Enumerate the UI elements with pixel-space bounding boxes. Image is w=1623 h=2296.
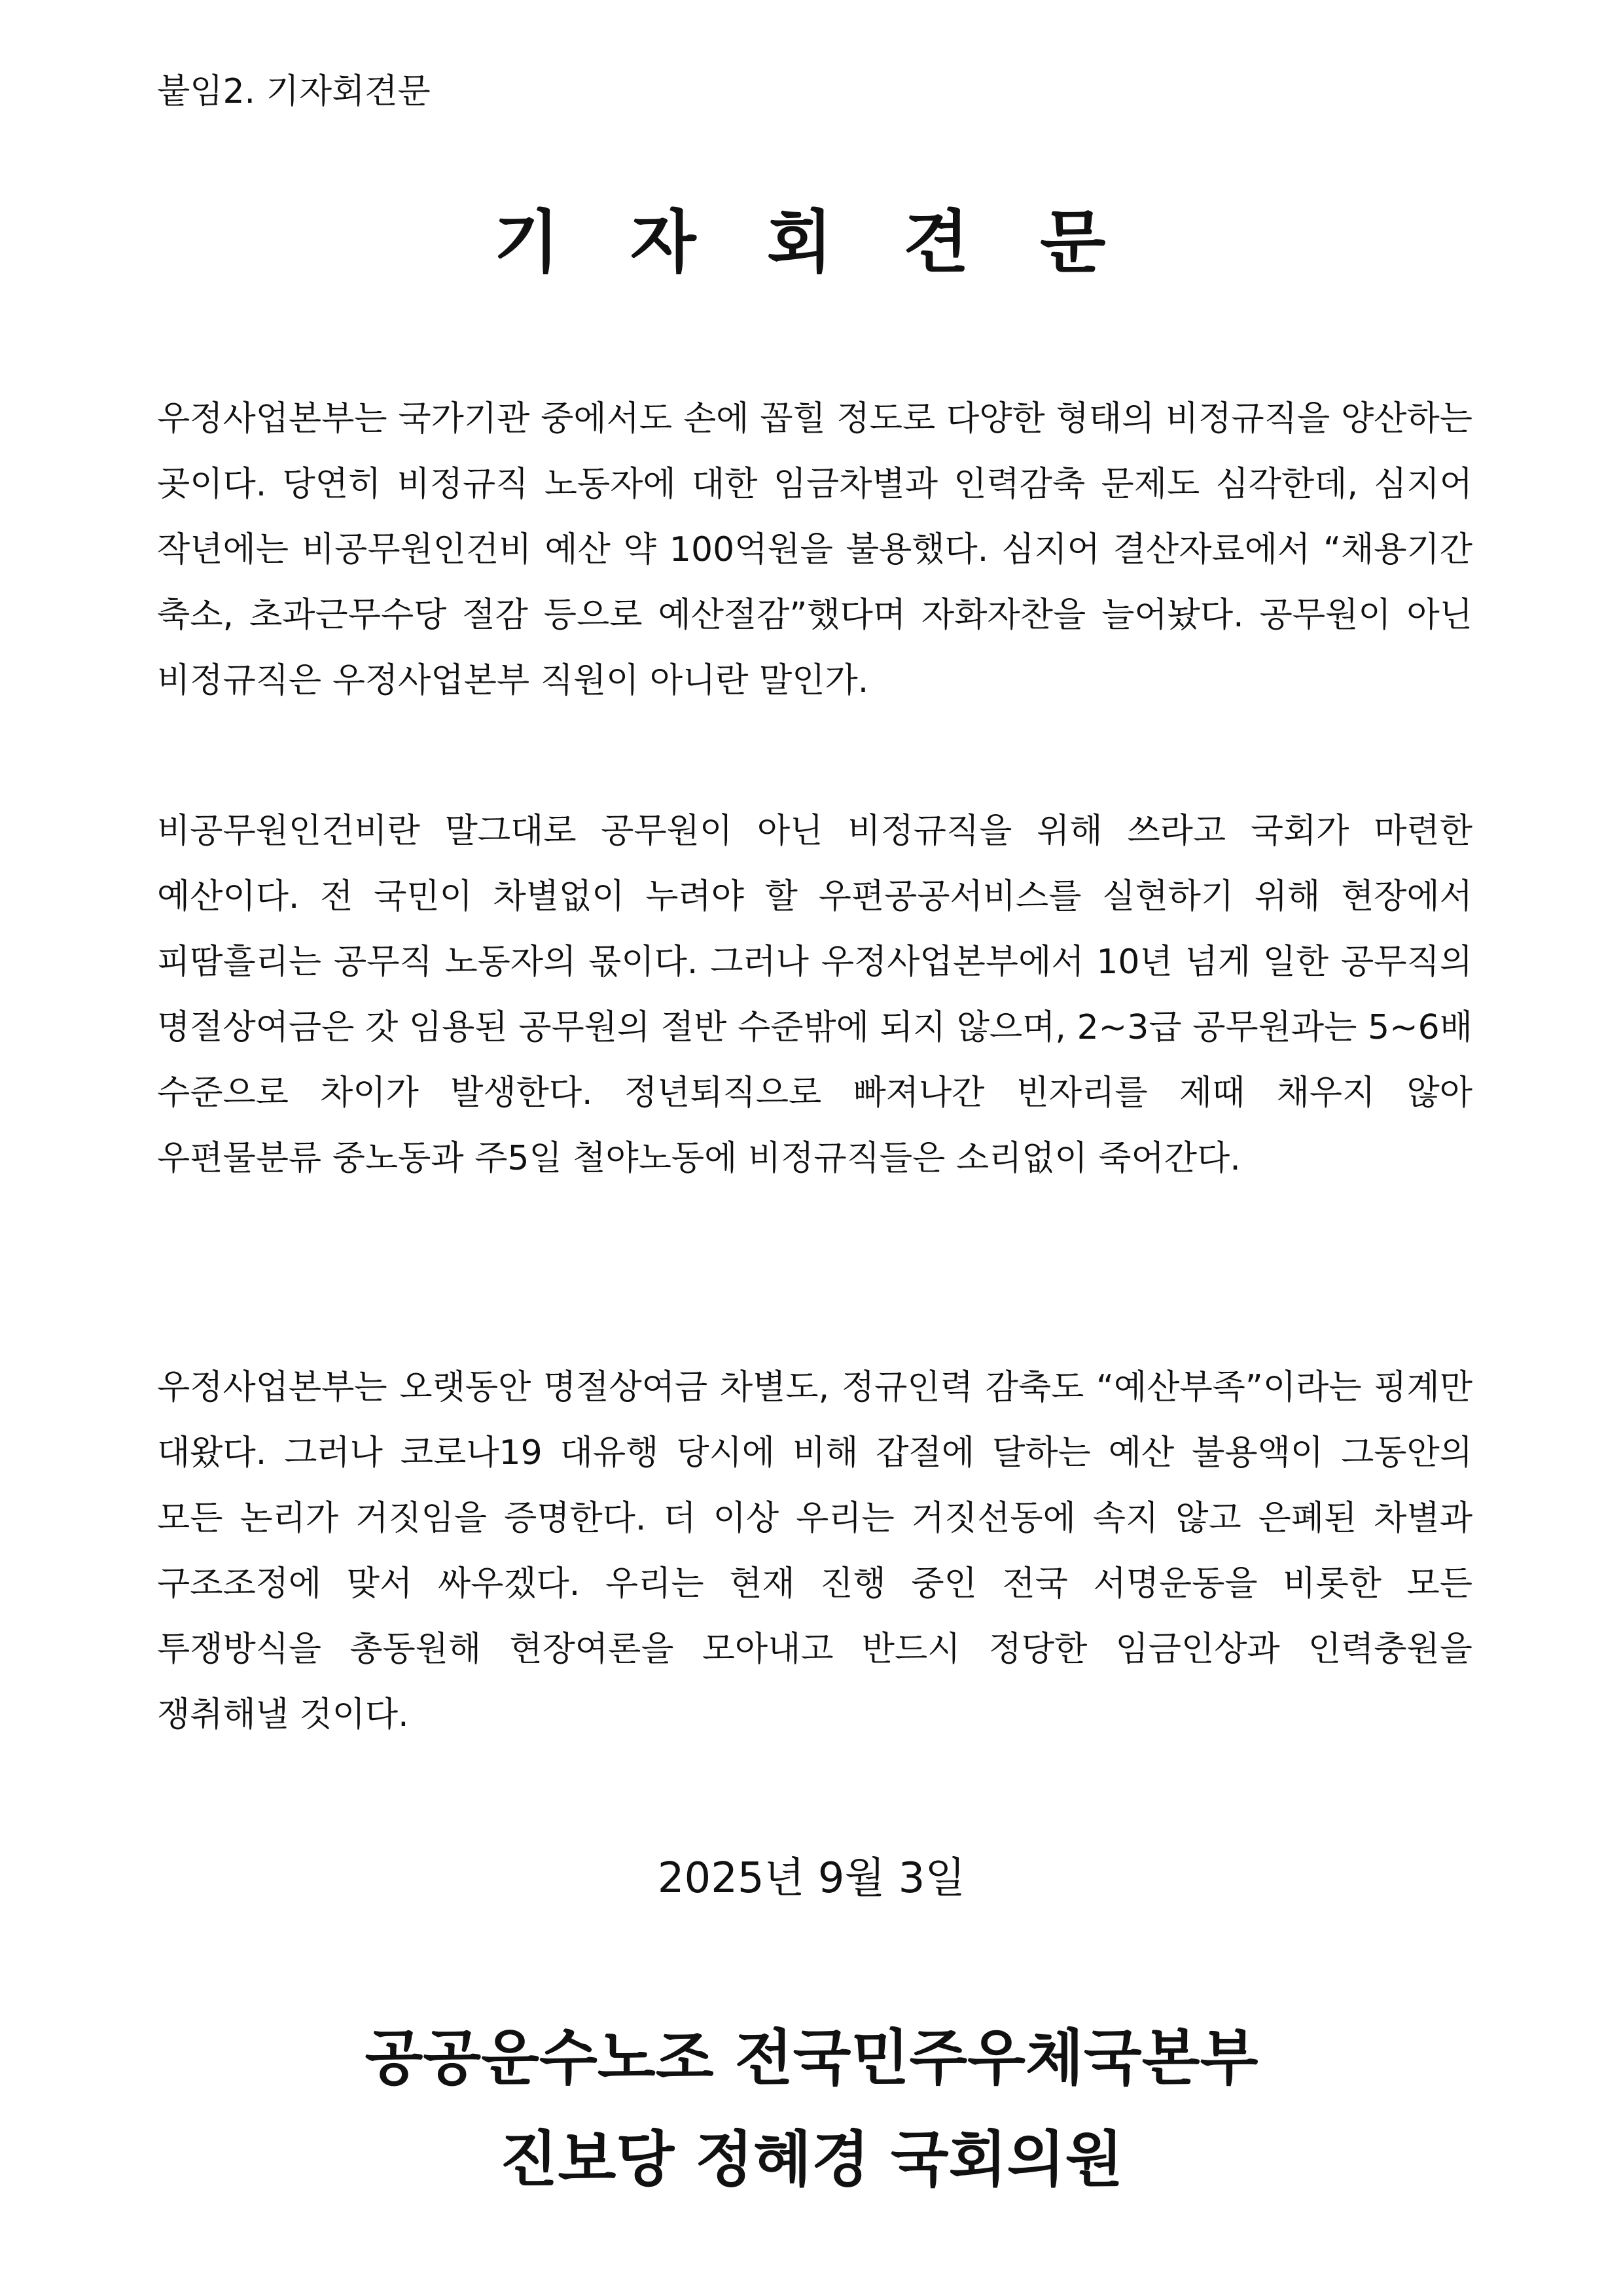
paragraph-1-block <box>157 386 1472 713</box>
paragraph-1: 우정사업본부는 국가기관 중에서도 손에 꼽힐 정도로 다양한 형태의 비정규직을 양산하는 곳이다. 당연히 비정규직 노동자에 대한 임금차별과 인력감축 문제도 심각한데, 심지어 작년에는 비공무원인건비 예산 약 100억원을 불용했다. 심지어 결산자료에서 “채용기간 축소, 초과근무수당 절감 등으로 예산절감”했다며 자화자찬을 늘어놨다. 공무원이 아닌 비정규직은 우정사업본부 직원이 아니란 말인가. <box>157 399 1472 700</box>
signatory-union: 공공운수노조 전국민주우체국본부 <box>365 2023 1258 2093</box>
attachment-label: 붙임2. 기자회견문 <box>157 72 431 111</box>
paragraph-3: 우정사업본부는 오랫동안 명절상여금 차별도, 정규인력 감축도 “예산부족”이라는 핑계만 대왔다. 그러나 코로나19 대유행 당시에 비해 갑절에 달하는 예산 불용액이 그동안의 모든 논리가 거짓임을 증명한다. 더 이상 우리는 거짓선동에 속지 않고 은폐된 차별과 구조조정에 맞서 싸우겠다. 우리는 현재 진행 중인 전국 서명운동을 비롯한 모든 투쟁방식을 총동원해 현장여론을 모아내고 반드시 정당한 임금인상과 인력충원을 쟁취해낼 것이다. <box>157 1368 1472 1734</box>
signatory-lawmaker: 진보당 정혜경 국회의원 <box>499 2125 1124 2195</box>
paragraph-2: 비공무원인건비란 말그대로 공무원이 아닌 비정규직을 위해 쓰라고 국회가 마련한 예산이다. 전 국민이 차별없이 누려야 할 우편공공서비스를 실현하기 위해 현장에서 피땀흘리는 공무직 노동자의 몫이다. 그러나 우정사업본부에서 10년 넘게 일한 공무직의 명절상여금은 갓 임용된 공무원의 절반 수준밖에 되지 않으며, 2~3급 공무원과는 5~6배 수준으로 차이가 발생한다. 정년퇴직으로 빠져나간 빈자리를 제때 채우지 않아 우편물분류 중노동과 주5일 철야노동에 비정규직들은 소리없이 죽어간다. <box>157 812 1472 1178</box>
paragraph-3-block <box>157 1355 1472 1748</box>
document-title: 기 자 회 견 문 <box>493 202 1130 282</box>
paragraph-2-block <box>157 798 1472 1191</box>
press-date: 2025년 9월 3일 <box>657 1854 966 1903</box>
